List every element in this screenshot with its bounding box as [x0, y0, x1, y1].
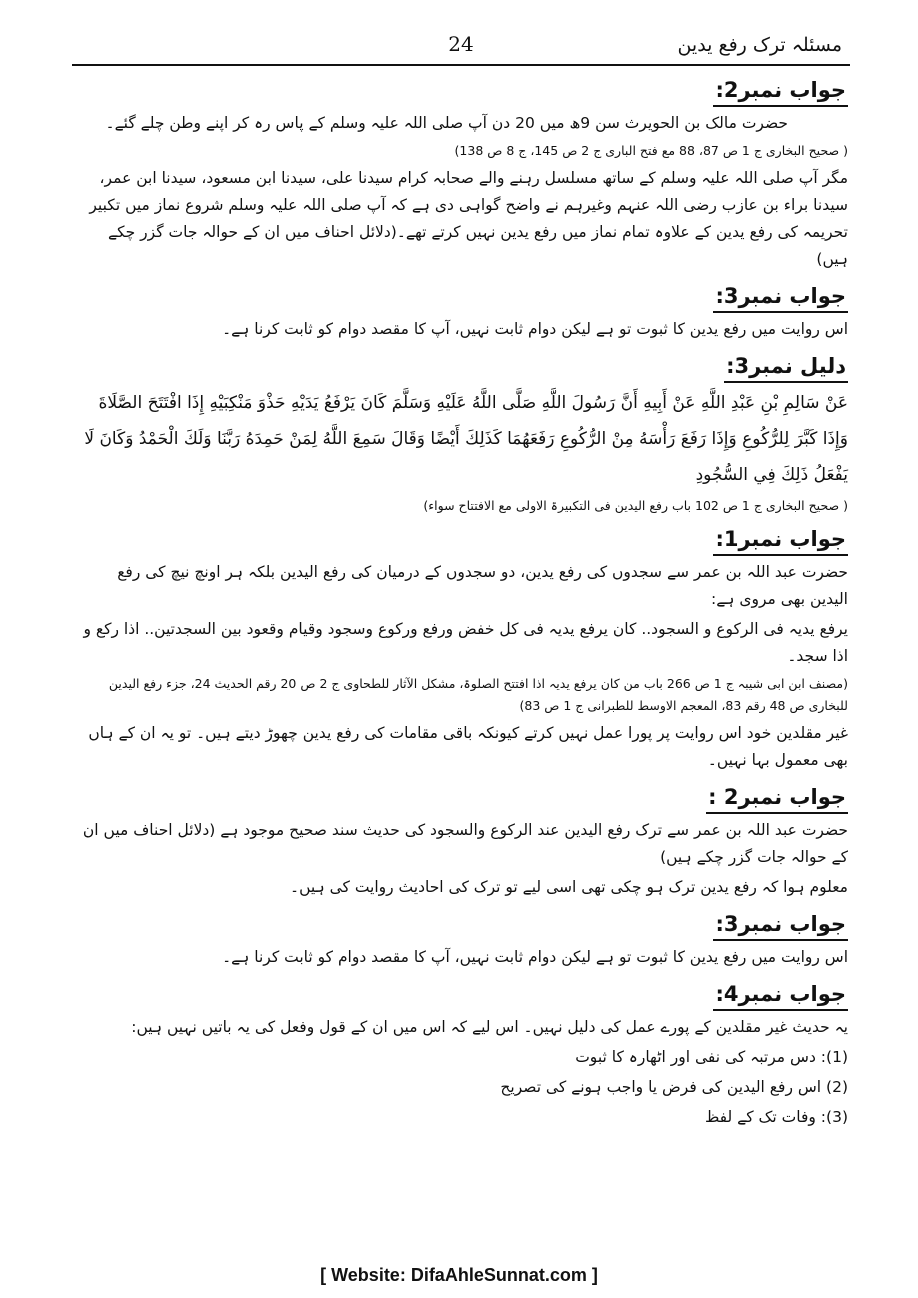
paragraph: حضرت مالک بن الحویرث سن 9ھ میں 20 دن آپ صلی اللہ علیہ وسلم کے پاس رہ کر اپنے وطن چلے گئے۔: [105, 114, 788, 132]
paragraph: (1): دس مرتبہ کی نفی اور اٹھارہ کا ثبوت: [575, 1048, 848, 1066]
paragraph: حضرت عبد اللہ بن عمر سے ترک رفع الیدین عند الرکوع والسجود کی حدیث سند صحیح موجود ہے (دلائل احناف میں ان کے حوالہ جات گزر چکے ہیں): [82, 821, 848, 866]
paragraph: حضرت عبد اللہ بن عمر سے سجدوں کی رفع یدین، دو سجدوں کے درمیان کی رفع الیدین بلکہ ہر اونچ نیچ کی رفع الیدین بھی مروی ہے:: [117, 563, 848, 608]
paragraph: غیر مقلدین خود اس روایت پر پورا عمل نہیں کرتے کیونکہ باقی مقامات کی رفع یدین چھوڑ دیتے ہیں۔ تو یہ ان کے ہاں بھی معمول بہا نہیں۔: [88, 724, 848, 769]
paragraph: (3): وفات تک کے لفظ: [704, 1108, 848, 1126]
paragraph: یہ حدیث غیر مقلدین کے پورے عمل کی دلیل نہیں۔ اس لیے کہ اس میں ان کے قول وفعل کی یہ باتیں نہیں ہیں:: [131, 1018, 848, 1036]
paragraph: (2) اس رفع الیدین کی فرض یا واجب ہونے کی تصریح: [500, 1078, 848, 1096]
section-heading-row: [78, 974, 848, 1011]
section-heading-row: [78, 519, 848, 556]
paragraph: اس روایت میں رفع یدین کا ثبوت تو ہے لیکن دوام ثابت نہیں، آپ کا مقصد دوام کو ثابت کرنا ہے۔: [222, 320, 848, 338]
paragraph: معلوم ہوا کہ رفع یدین ترک ہو چکی تھی اسی لیے تو ترک کی احادیث روایت کی ہیں۔: [290, 878, 848, 896]
paragraph: یرفع یدیہ فی الرکوع و السجود.. کان یرفع یدیہ فی کل خفض ورفع ورکوع وسجود وقیام وقعود بین السجدتین.. اذا رکع و اذا سجد۔: [83, 620, 848, 665]
reference-citation: ( صحیح البخاری ج 1 ص 102 باب رفع الیدین فی التکبیرۃ الاولی مع الافتتاح سواء): [423, 498, 848, 513]
page-number: 24: [448, 32, 474, 56]
section-heading: دلیل نمبر3:: [724, 352, 848, 383]
section-heading: جواب نمبر2:: [713, 76, 848, 107]
page-header: [72, 30, 850, 66]
section-heading: جواب نمبر4:: [713, 980, 848, 1011]
section-heading-row: [78, 777, 848, 814]
section-heading-row: [78, 904, 848, 941]
section-heading: جواب نمبر2 :: [706, 783, 848, 814]
reference-citation: (مصنف ابن ابی شیبہ ج 1 ص 266 باب من کان یرفع یدیہ اذا افتتح الصلوۃ، مشکل الآثار للطحاوی ج 2 ص 20 رقم الحدیث 24، جزء رفع الیدین للبخاری ص 48 رقم 83، المعجم الاوسط للطبرانی ج 1 ص 83): [108, 676, 848, 713]
section-heading-row: [78, 276, 848, 313]
paragraph: اس روایت میں رفع یدین کا ثبوت تو ہے لیکن دوام ثابت نہیں، آپ کا مقصد دوام کو ثابت کرنا ہے۔: [222, 948, 848, 966]
arabic-hadith-text: عَنْ سَالِمِ بْنِ عَبْدِ اللَّهِ عَنْ أَبِيهِ أَنَّ رَسُولَ اللَّهِ صَلَّى اللَّهُ عَلَيْهِ وَسَلَّمَ كَانَ يَرْفَعُ يَدَيْهِ حَذْوَ مَنْكِبَيْهِ إِذَا افْتَتَحَ الصَّلَاةَ وَإِذَا كَبَّرَ لِلرُّكُوعِ وَإِذَا رَفَعَ رَأْسَهُ مِنْ الرُّكُوعِ رَفَعَهُمَا كَذَلِكَ أَيْضًا وَقَالَ سَمِعَ اللَّهُ لِمَنْ حَمِدَهُ رَبَّنَا وَلَكَ الْحَمْدُ وَكَانَ لَا يَفْعَلُ ذَلِكَ فِي السُّجُودِ: [84, 393, 848, 485]
section-heading-row: [78, 70, 848, 107]
website-footer: [ Website: DifaAhleSunnat.com ]: [320, 1265, 598, 1285]
page-body: [78, 70, 848, 1134]
section-heading: جواب نمبر1:: [713, 525, 848, 556]
section-heading: جواب نمبر3:: [713, 282, 848, 313]
reference-citation: ( صحیح البخاری ج 1 ص 87، 88 مع فتح الباری ج 2 ص 145، ج 8 ص 138): [454, 143, 848, 158]
section-heading-row: [78, 346, 848, 383]
header-title: مسئلہ ترک رفع یدین: [677, 34, 842, 56]
paragraph: مگر آپ صلی اللہ علیہ وسلم کے ساتھ مسلسل رہنے والے صحابہ کرام سیدنا علی، سیدنا ابن مسعود، سیدنا ابن عمر، سیدنا براء بن عازب رضی اللہ عنہم وغیرہم نے واضح گواہی دی ہے کہ آپ صلی اللہ علیہ وسلم شروع نماز میں تکبیر تحریمہ کی رفع یدین کے علاوہ تمام نماز میں رفع یدین نہیں کرتے تھے۔(دلائل احناف میں ان کے حوالہ جات گزر چکے ہیں): [89, 169, 848, 268]
section-heading: جواب نمبر3:: [713, 910, 848, 941]
